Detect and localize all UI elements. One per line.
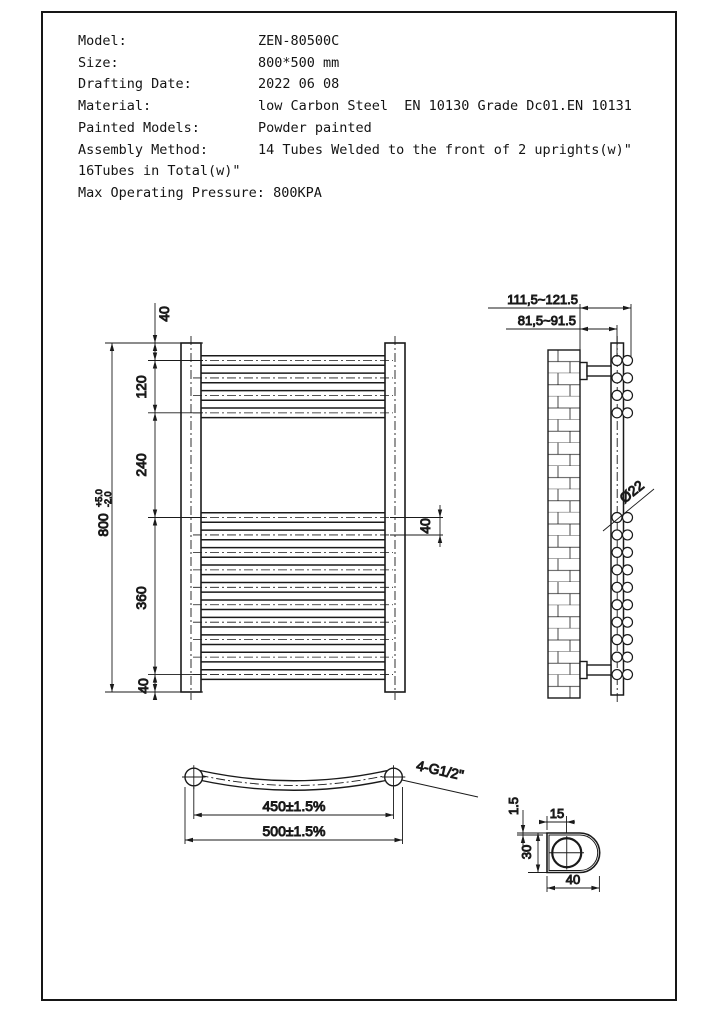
tube-section-circle xyxy=(612,530,622,540)
tube-section-circle xyxy=(612,582,622,592)
dim-arrowhead xyxy=(153,684,157,692)
tube-section-circle xyxy=(623,390,633,400)
plan-view xyxy=(182,757,478,844)
tube-section-circle xyxy=(623,635,633,645)
spec-value: ZEN-80500C xyxy=(258,33,340,49)
spec-value: 2022 06 08 xyxy=(258,76,340,93)
upright-section-right xyxy=(382,765,406,789)
dim-bracket-height: 30 xyxy=(519,844,534,860)
dim-arrowhead xyxy=(438,510,442,518)
tube-section-circle xyxy=(612,600,622,610)
spec-label: Painted Models: xyxy=(78,119,200,136)
tube-section-circle xyxy=(612,652,622,662)
dim-centers-width: 450±1.5% xyxy=(262,798,326,814)
tube-section-circle xyxy=(623,652,633,662)
dim-arrowhead xyxy=(521,835,525,843)
dim-arrowhead xyxy=(153,675,157,683)
extension-lines xyxy=(105,303,443,700)
upright-section-left xyxy=(182,765,206,789)
tube-section-circle xyxy=(612,617,622,627)
tube-section-circle xyxy=(623,547,633,557)
wall-section xyxy=(548,350,580,698)
spec-label: Model: xyxy=(78,33,127,49)
dim-arrowhead xyxy=(536,833,540,841)
dim-arrowhead xyxy=(153,413,157,421)
tube-section-circle xyxy=(623,565,633,575)
tube-section-circle xyxy=(612,390,622,400)
dim-arrowhead xyxy=(153,692,157,700)
dim-seg-top: 40 xyxy=(156,306,172,322)
tube-section-circle xyxy=(612,547,622,557)
spec-value: 800*500 mm xyxy=(258,54,340,71)
dim-overall-height xyxy=(94,489,113,536)
dim-arrowhead xyxy=(395,838,403,842)
dim-arrowhead xyxy=(609,327,617,331)
bracket-detail xyxy=(506,797,600,892)
dim-arrowhead xyxy=(580,327,588,331)
dim-seg-upper: 120 xyxy=(133,375,149,399)
dim-arrowhead xyxy=(567,820,575,824)
dim-seg-middle: 240 xyxy=(133,453,149,477)
tube-section-circle xyxy=(612,408,622,418)
side-view xyxy=(488,292,654,702)
dim-wall-distance-outer: 111,5~121.5 xyxy=(507,292,578,307)
dim-arrowhead xyxy=(153,361,157,369)
dim-arrowhead xyxy=(580,306,588,310)
tube-section-circle xyxy=(623,408,633,418)
spec-label: Size: xyxy=(78,54,119,71)
dim-arrowhead xyxy=(110,343,114,351)
dim-arrowhead xyxy=(521,825,525,833)
dim-wall-distance-inner: 81,5~91.5 xyxy=(517,313,576,328)
dim-arrowhead xyxy=(386,813,394,817)
svg-text:-2.0: -2.0 xyxy=(103,491,113,507)
dim-arrowhead xyxy=(536,865,540,873)
dim-bracket-width: 40 xyxy=(565,872,581,887)
tube-section-circle xyxy=(612,565,622,575)
dim-seg-bottom: 40 xyxy=(135,678,151,694)
spec-label: Drafting Date: xyxy=(78,76,192,93)
tube-section-circle xyxy=(612,373,622,383)
wall-bracket-bottom xyxy=(580,662,611,679)
tube-section-circle xyxy=(612,670,622,680)
dim-arrowhead xyxy=(194,813,202,817)
dim-arrowhead xyxy=(153,518,157,526)
svg-text:+5.0: +5.0 xyxy=(94,489,104,507)
dim-overall-width: 500±1.5% xyxy=(262,823,326,839)
spec-label: Material: xyxy=(78,98,152,115)
tube-section-circle xyxy=(623,600,633,610)
tube-section-circle xyxy=(623,373,633,383)
dim-tube-diameter: Ø22 xyxy=(616,477,647,507)
dim-arrowhead xyxy=(185,838,193,842)
extension-lines xyxy=(185,780,478,844)
dim-arrowhead xyxy=(110,684,114,692)
dim-tube-spacing: 40 xyxy=(417,518,433,534)
tube-section-circle xyxy=(623,617,633,627)
dim-arrowhead xyxy=(438,535,442,543)
dim-arrowhead xyxy=(153,353,157,361)
spec-value: Powder painted xyxy=(258,119,372,136)
dim-arrowhead xyxy=(153,510,157,518)
svg-text:800: 800 xyxy=(95,513,111,537)
dim-hole-offset: 15 xyxy=(549,806,565,821)
dim-arrowhead xyxy=(547,886,555,890)
dim-arrowhead xyxy=(623,306,631,310)
spec-extra-line: 16Tubes in Total(w)" xyxy=(78,163,241,180)
dim-arrowhead xyxy=(153,335,157,343)
spec-value: low Carbon Steel EN 10130 Grade Dc01.EN 10131 xyxy=(258,98,632,115)
dim-arrowhead xyxy=(153,405,157,413)
spec-label: Assembly Method: xyxy=(78,141,209,158)
dim-arrowhead xyxy=(153,343,157,351)
tube-section-circle xyxy=(612,513,622,523)
label-thread-size: 4-G1/2" xyxy=(415,757,466,784)
wall-bracket-top xyxy=(580,363,611,380)
dim-arrowhead xyxy=(539,820,547,824)
tube-section-circle xyxy=(612,635,622,645)
front-view xyxy=(94,303,443,700)
spec-value: 14 Tubes Welded to the front of 2 uprights(w)" xyxy=(258,141,632,158)
dim-seg-lower: 360 xyxy=(133,586,149,610)
dim-arrowhead xyxy=(153,667,157,675)
dim-arrowhead xyxy=(591,886,599,890)
spec-extra-line: Max Operating Pressure: 800KPA xyxy=(78,184,322,201)
tube-section-circle xyxy=(623,530,633,540)
tube-section-circle xyxy=(623,582,633,592)
dim-plate-thickness: 1.5 xyxy=(506,796,521,816)
tube-section-circle xyxy=(623,670,633,680)
